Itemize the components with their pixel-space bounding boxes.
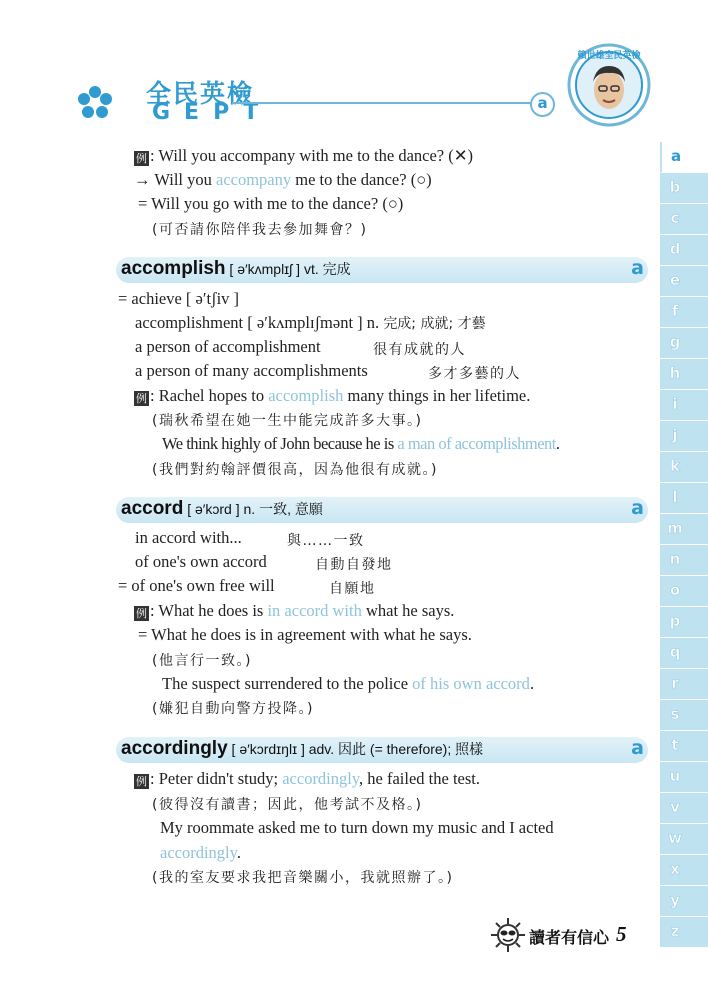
sunglasses-sun-icon <box>490 917 526 953</box>
alphabet-tab-i[interactable]: i <box>660 390 708 421</box>
accordingly-example-2-translation: (我的室友要求我把音樂關小，我就照辦了。) <box>152 870 454 886</box>
phrase-2-translation: 多才多藝的人 <box>428 366 521 382</box>
phrase-2: of one's own accord <box>135 552 267 571</box>
accord-example-2-translation: (他言行一致。) <box>152 653 252 669</box>
phrase-2-translation: 自動自發地 <box>315 557 393 573</box>
accord-example-1: 例 : What he does is in accord with what he says. <box>136 601 455 620</box>
alphabet-tab-r[interactable]: r <box>660 669 708 700</box>
alphabet-tab-a[interactable]: a <box>660 142 708 173</box>
synonym: = achieve [ ə′tʃiv ] <box>118 289 240 308</box>
phrase-1-translation: 與……一致 <box>287 533 365 549</box>
alphabet-tab-z[interactable]: z <box>660 917 708 948</box>
derivative: accomplishment [ ə′kʌmplɪʃmənt ] n. 完成; 成就; 才藝 <box>135 313 486 332</box>
alphabet-tab-c[interactable]: c <box>660 204 708 235</box>
entry-letter-marker: a <box>631 497 644 519</box>
header-rule <box>232 102 532 104</box>
alphabet-tab-u[interactable]: u <box>660 762 708 793</box>
alphabet-tab-j[interactable]: j <box>660 421 708 452</box>
example-marker-icon: 例 <box>136 607 147 620</box>
alphabet-tab-m[interactable]: m <box>660 514 708 545</box>
series-subtitle: GEPT <box>152 100 273 125</box>
entry-header-accomplish <box>116 257 648 283</box>
alphabet-tab-y[interactable]: y <box>660 886 708 917</box>
alphabet-tab-b[interactable]: b <box>660 173 708 204</box>
accomplish-example-1: 例 : Rachel hopes to accomplish many things in her lifetime. <box>136 386 531 405</box>
pronunciation-definition: [ ə′kɔrdɪŋlɪ ] adv. 因此 (= therefore); 照樣 <box>227 741 484 757</box>
phrase-2: a person of many accomplishments <box>135 361 368 380</box>
example-marker-icon: 例 <box>136 775 147 788</box>
section-letter-badge: a <box>530 92 555 117</box>
page-number: 5 <box>616 922 627 946</box>
alphabet-tab-w[interactable]: w <box>660 824 708 855</box>
alphabet-index-tabs <box>660 142 708 948</box>
example-marker-icon: 例 <box>136 392 147 405</box>
author-portrait-badge <box>566 42 652 128</box>
phrase-3-translation: 自願地 <box>329 581 376 597</box>
badge-text: 賴世雄全民英檢 <box>577 51 641 61</box>
entry-letter-marker: a <box>631 737 644 759</box>
accord-example-3-translation: (嫌犯自動向警方投降。) <box>152 701 314 717</box>
alphabet-tab-v[interactable]: v <box>660 793 708 824</box>
alphabet-tab-d[interactable]: d <box>660 235 708 266</box>
accomplish-example-2: We think highly of John because he is a man of accomplishment. <box>162 434 560 453</box>
entry-letter-marker: a <box>631 257 644 279</box>
entry-header-accordingly <box>116 737 648 763</box>
accord-example-3: The suspect surrendered to the police of his own accord. <box>162 674 535 693</box>
phrase-3: = of one's own free will <box>118 576 275 595</box>
alphabet-tab-q[interactable]: q <box>660 638 708 669</box>
accompany-example-3: = Will you go with me to the dance? (○) <box>138 194 404 213</box>
accordingly-example-2-cont: accordingly. <box>160 843 241 862</box>
example-marker-icon: 例 <box>136 152 147 165</box>
alphabet-tab-g[interactable]: g <box>660 328 708 359</box>
accordingly-example-2: My roommate asked me to turn down my music and I acted <box>160 818 554 837</box>
phrase-1: a person of accomplishment <box>135 337 321 356</box>
phrase-1: in accord with... <box>135 528 242 547</box>
accomplish-example-2-translation: (我們對約翰評價很高，因為他很有成就。) <box>152 462 438 478</box>
alphabet-tab-h[interactable]: h <box>660 359 708 390</box>
headword: accord <box>121 498 184 519</box>
accompany-example-1: 例 : Will you accompany with me to the dance? (✕) <box>136 146 474 165</box>
pronunciation-definition: [ ə′kʌmplɪʃ ] vt. 完成 <box>225 261 351 277</box>
alphabet-tab-e[interactable]: e <box>660 266 708 297</box>
alphabet-tab-s[interactable]: s <box>660 700 708 731</box>
alphabet-tab-o[interactable]: o <box>660 576 708 607</box>
pronunciation-definition: [ ə′kɔrd ] n. 一致, 意願 <box>183 501 323 517</box>
accord-example-2: = What he does is in agreement with what he says. <box>138 625 472 644</box>
accomplish-example-1-translation: (瑞秋希望在她一生中能完成許多大事。) <box>152 413 423 429</box>
flower-logo-icon <box>76 84 114 122</box>
phrase-1-translation: 很有成就的人 <box>373 342 466 358</box>
accordingly-example-1: 例 : Peter didn't study; accordingly, he failed the test. <box>136 769 480 788</box>
footer-slogan: 讀者有信心 <box>529 928 610 947</box>
entry-header-accord <box>116 497 648 523</box>
alphabet-tab-f[interactable]: f <box>660 297 708 328</box>
alphabet-tab-p[interactable]: p <box>660 607 708 638</box>
series-title: 全民英檢 <box>146 79 255 108</box>
accordingly-example-1-translation: (彼得沒有讀書；因此，他考試不及格。) <box>152 797 423 813</box>
headword: accomplish <box>121 258 226 279</box>
alphabet-tab-k[interactable]: k <box>660 452 708 483</box>
headword: accordingly <box>121 738 228 759</box>
alphabet-tab-x[interactable]: x <box>660 855 708 886</box>
accompany-example-2: → Will you accompany me to the dance? (○) <box>134 170 432 189</box>
alphabet-tab-t[interactable]: t <box>660 731 708 762</box>
accompany-translation: (可否請你陪伴我去參加舞會？) <box>152 222 368 238</box>
alphabet-tab-n[interactable]: n <box>660 545 708 576</box>
alphabet-tab-l[interactable]: l <box>660 483 708 514</box>
